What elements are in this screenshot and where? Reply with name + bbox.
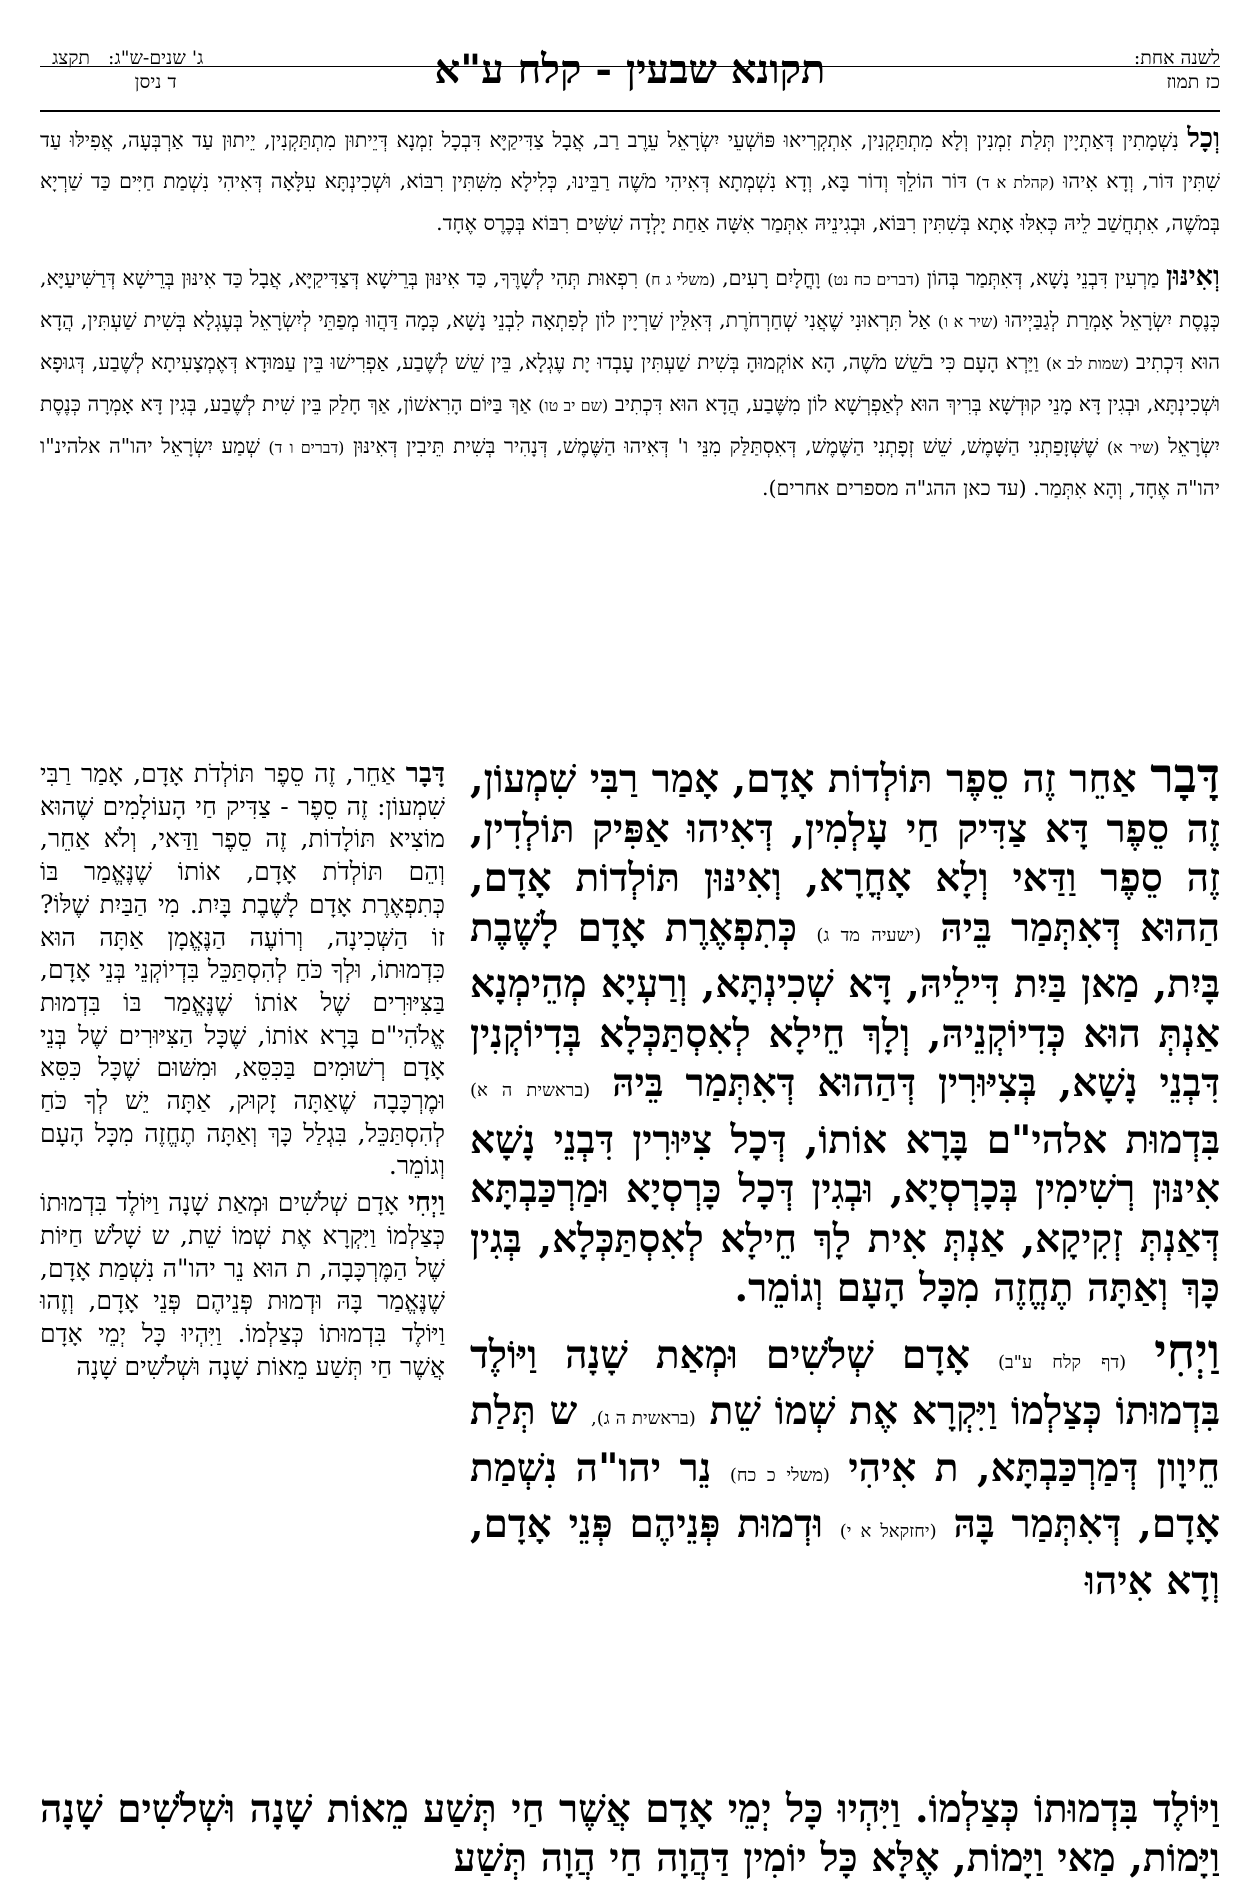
main-paragraph-2 <box>470 1323 1221 1607</box>
notes-text: וָחֳלָיִם רָעִים, <box>722 266 821 290</box>
translation-paragraph-2 <box>40 1187 445 1383</box>
notes-text: וַיַּרְא הָעָם כִּי בֹשֵׁשׁ מֹשֶׁה, הָא אוֹקְמוּהָ בְּשִׁית שַׁעְתִּין עָבְדוּ יָת עֶגְלָא, בֵּין שֵׁשׁ לְשֶׁבַע, אַפְרִישׁוּ בֵּין עַמּוּדָא דְּאֶמְצָעִיתָא לְשֶׁבַע, דְּגוּפָא וּשְׁכִינְתָּא, וּבְגִין דָּא מָנֵי קוּדְשָׁא בְּרִיךְ הוּא לְאַפְרְשָׁא לוֹן מִשֶּׁבַע, הֲדָא הוּא דִּכְתִיב <box>40 350 1220 416</box>
main-text: אָדָם שְׁלֹשִׁים וּמְאַת שָׁנָה וַיּוֹלֶד בִּדְמוּתוֹ כְּצַלְמוֹ וַיִּקְרָא אֶת שְׁמוֹ שֵׁת <box>470 1331 1221 1434</box>
citation: (דברים כח נט) <box>827 270 921 289</box>
page-number: תקצג <box>52 47 90 69</box>
notes-lead-word: וְכָל <box>1187 123 1220 154</box>
translation-lead-word: דָּבָר <box>405 758 445 789</box>
main-text: נֵר יהו"ה נִשְׁמַת אָדָם, דְּאִתְּמַר בָּהּ <box>470 1444 1220 1547</box>
main-text: אַחֵר זֶה סֵפֶר תּוֹלְדוֹת אָדָם, אָמַר רַבִּי שִׁמְעוֹן, זֶה סֵפֶר דָּא צַדִּיק חַי עָלְמִין, דְּאִיהוּ אַפִּיק תּוֹלְדִין, זֶה סֵפֶר וַדַּאי וְלָא אָחֳרָא, וְאִינּוּן תּוֹלְדוֹת אָדָם, הַהוּא דְּאִתְּמַר בֵּיהּ <box>470 756 1221 951</box>
notes-text: אַל תִּרְאוּנִי שֶׁאֲנִי שְׁחַרְחֹרֶת, דְּאִלֵּין שַׁרְיָין לוֹן לְפִתְאָה לִבְנֵי נָשָׁא, כְּמָה דַּהֲווּ מְפַתֵּי לְיִשְׂרָאֵל בְּעֶגְלָא בְּשִׁית שַׁעְתִּין, הֲדָא הוּא דִּכְתִיב <box>40 308 1220 374</box>
schedule-one-year-date: כז תמוז <box>1166 71 1220 93</box>
schedule-three-years-date: ד ניסן <box>134 71 177 93</box>
citation: (דברים ו ד) <box>268 438 345 457</box>
main-paragraph-1 <box>470 748 1221 1314</box>
citation: (בראשית ה א) <box>470 1080 591 1101</box>
citation: (משלי כ כח) <box>729 1464 830 1486</box>
citation: (שיר א) <box>1106 438 1160 457</box>
page-header <box>40 42 1220 108</box>
notes-text: מַרְעִין דִּבְנֵי נָשָׁא, דְּאִתְּמַר בְּהוֹן <box>926 266 1160 290</box>
translation-text: אָדָם שְׁלֹשִׁים וּמְאַת שָׁנָה וַיּוֹלֶד בִּדְמוּתוֹ כְּצַלְמוֹ וַיִּקְרָא אֶת שְׁמוֹ שֵׁת, ש שָׁלֹשׁ חַיּוֹת שֶׁל הַמֶּרְכָּבָה, ת הוּא נֵר יהו"ה נִשְׁמַת אָדָם, שֶׁנֶּאֱמַר בָּהּ וּדְמוּת פְּנֵיהֶם פְּנֵי אָדָם, וְזֶהוּ וַיּוֹלֶד בִּדְמוּתוֹ כְּצַלְמוֹ. וַיִּהְיוּ כָּל יְמֵי אָדָם אֲשֶׁר חַי תְּשַׁע מֵאוֹת שָׁנָה וּשְׁלֹשִׁים שָׁנָה <box>40 1188 445 1381</box>
notes-text: אַךְ בַּיּוֹם הָרִאשׁוֹן, אַךְ חָלַק בֵּין שִׁית לְשֶׁבַע, בְּגִין דָּא אָמְרָה כְּנֶסֶת יִשְׂרָאֵל <box>40 392 1220 458</box>
citation: (שיר א ו) <box>937 312 999 331</box>
notes-paragraph-1 <box>40 118 1220 244</box>
header-left-schedule <box>40 46 203 94</box>
citation: (קהלת א ד) <box>975 173 1055 192</box>
page-reference: (דף קלח ע"ב) <box>997 1351 1127 1373</box>
translation-lead-word: וַיְחִי <box>407 1187 445 1219</box>
notes-paragraph-2 <box>40 256 1220 509</box>
hebrew-translation-column <box>40 758 445 1383</box>
page-title: תקונא שבעין - קלח ע"א <box>434 46 826 93</box>
citation: (שמות לב א) <box>1045 354 1129 373</box>
notes-text: רִפְאוּת תְּהִי לְשָׁרֶּךָ, כַּד אִינּוּן בְּרֵישָׁא דְּצַדִּיקַיָּא, אֲבָל כַּד אִינּוּן בְּרֵישָׁא דְּרַשִּׁיעַיָּא, כְּנֶסֶת יִשְׂרָאֵל אָמְרַת לְגַבַּיְיהוּ <box>40 266 1220 332</box>
main-text: ש תְּלַת חֵיוָון דְּמַרְכַּבְתָּא, ת אִיהִי <box>470 1388 1220 1491</box>
citation: (משלי ג ח) <box>644 270 716 289</box>
main-lead-word: דָּבָר <box>1150 748 1221 804</box>
main-text: בִּדְמוּת אלהי"ם בָּרָא אוֹתוֹ, דְּכָל צִיּוּרִין דִּבְנֵי נָשָׁא אִינּוּן רְשִׁימִין בְּכָרְסְיָא, וּבְגִין דְּכָל כָּרְסְיָא וּמַרְכַּבְתָּא דְּאַנְתְּ זְקִיקָא, אַנְתְּ אִית לָךְ חֵילָא לְאִסְתַּכְּלָא, בְּגִין כָּךְ וְאַתָּה תֶחֱזֶה מִכָּל הָעָם וְגוֹמֵר. <box>470 1116 1220 1311</box>
schedule-three-years-label: ג' שנים-ש"ג: <box>108 47 204 69</box>
notes-lead-word: וְאִינּוּן <box>1166 261 1220 292</box>
main-text: וּדְמוּת פְּנֵיהֶם פְּנֵי אָדָם, וְדָא אִיהוּ <box>470 1501 1220 1604</box>
main-text-continuation <box>40 1785 1220 1883</box>
translation-paragraph-1 <box>40 758 445 1183</box>
citation: (בראשית ה ג), <box>591 1408 696 1429</box>
notes-text: שְׁמַע יִשְׂרָאֵל יהו"ה אלהינ"ו יהו"ה אֶחָד, וְהָא אִתְּמַר. (עד כאן ההג"ה מספרים אחרים). <box>40 434 1220 500</box>
top-rule <box>40 110 1220 112</box>
notes-text: נִשְׁמָתִין דְּאַתְיָין תְּלַת זִמְנִין וְלָא מִתְתַּקְנִין, אִתְקְרִיאוּ פּוֹשְׁעֵי יִשְׂרָאֵל עֵרֶב רַב, אֲבָל צַדִּיקַיָּא דִּבְכָל זִמְנָא דְּיֵיתוּן מִתְתַּקְנִין, יֵיתוּן עַד אַרְבְּעָה, אֲפִילּוּ עַד שִׁתִּין דּוֹר, וְדָא אִיהוּ <box>40 128 1220 193</box>
main-text: וַיּוֹלֶד בִּדְמוּתוֹ כְּצַלְמוֹ. וַיִּהְיוּ כָּל יְמֵי אָדָם אֲשֶׁר חַי תְּשַׁע מֵאוֹת שָׁנָה וּשְׁלֹשִׁים שָׁנָה וַיָּמוֹת, מַאי וַיָּמוֹת, אֶלָּא כָּל יוֹמִין דַּהֲוָה חַי הֲוָה תְּשַׁע <box>40 1786 1220 1881</box>
schedule-one-year-label: לשנה אחת: <box>1133 47 1220 69</box>
main-text: כְּתִפְאֶרֶת אָדָם לָשֶׁבֶת בָּיִת, מַאן בַּיִת דִּילֵיהּ, דָּא שְׁכִינְתָּא, וְרַעְיָא מְהֵימְנָא אַנְתְּ הוּא כְּדִיוֹקְנֵיהּ, וְלָךְ חֵילָא לְאִסְתַּכְּלָא בְּדִיוֹקְנִין דִּבְנֵי נָשָׁא, בְּצִיּוּרִין דְּהַהוּא דְּאִתְּמַר בֵּיהּ <box>470 904 1221 1106</box>
translation-text: אַחֵר, זֶה סֵפֶר תּוֹלְדֹת אָדָם, אָמַר רַבִּי שִׁמְעוֹן: זֶה סֵפֶר - צַדִּיק חַי הָעוֹלָמִים שֶׁהוּא מוֹצִיא תּוֹלָדוֹת, זֶה סֵפֶר וַדַּאי, וְלֹא אַחֵר, וְהֵם תּוֹלְדֹת אָדָם, אוֹתוֹ שֶׁנֶּאֱמַר בּוֹ כְּתִפְאֶרֶת אָדָם לָשֶׁבֶת בָּיִת. מִי הַבַּיִת שֶׁלּוֹ? זוֹ הַשְּׁכִינָה, וְרוֹעֶה הַנֶּאֱמָן אַתָּה הוּא כִּדְמוּתוֹ, וּלְךָ כֹּחַ לְהִסְתַּכֵּל בִּדְיוֹקְנֵי בְּנֵי אָדָם, בַּצִּיּוּרִים שֶׁל אוֹתוֹ שֶׁנֶּאֱמַר בּוֹ בִּדְמוּת אֱלֹהִי"ם בָּרָא אוֹתוֹ, שֶׁכָּל הַצִּיּוּרִים שֶׁל בְּנֵי אָדָם רְשׁוּמִים בַּכִּסֵּא, וּמִשּׁוּם שֶׁכָּל כִּסֵּא וּמֶרְכָּבָה שֶׁאַתָּה זָקוּק, אַתָּה יֵשׁ לְךָ כֹּחַ לְהִסְתַּכֵּל, בִּגְלַל כָּךְ וְאַתָּה תֶחֱזֶה מִכָּל הָעָם וְגוֹמֵר. <box>40 759 445 1181</box>
main-zohar-text <box>470 748 1221 1606</box>
hagaha-notes <box>40 118 1220 509</box>
main-lead-word: וַיְחִי <box>1154 1323 1220 1380</box>
notes-text: שֶׁשְּׁזָפַתְנִי הַשָּׁמֶשׁ, שֵׁשׁ זְפָתְנִי הַשֶּׁמֶשׁ, דְּאִסְתַּלַּק מִנֵּי ו' דְּאִיהוּ הַשֶּׁמֶשׁ, דְּנָהִיר בְּשִׁית תֵּיבִין דְּאִינּוּן <box>352 434 1099 458</box>
citation: (שם יב טו) <box>538 396 609 415</box>
citation: (ישעיה מד ג) <box>816 924 922 946</box>
notes-text: דּוֹר הוֹלֵךְ וְדוֹר בָּא, וְדָא נִשְׁמְתָא דְּאִיהִי מֹשֶׁה רַבֵּינוּ, כְּלִילָא מִשִּׁתִּין רִבּוֹא, וּשְׁכִינְתָּא עִלָּאָה דְּאִיהִי נִשְׁמַת חַיִּים כַּד שַׁרְיָא בְּמֹשֶׁה, אִתְחֲשַׁב לֵיהּ כְּאִלּוּ אָתָא בְּשִׁתִּין רִבּוֹא, וּבְגִינֵיהּ אִתְּמַר אִשָּׁה אַחַת יָלְדָה שִׁשִּׁים רִבּוֹא בְּכֶרֶס אֶחָד. <box>40 169 1220 235</box>
schedule-three-years <box>108 46 203 94</box>
citation: (יחזקאל א י) <box>839 1521 937 1542</box>
